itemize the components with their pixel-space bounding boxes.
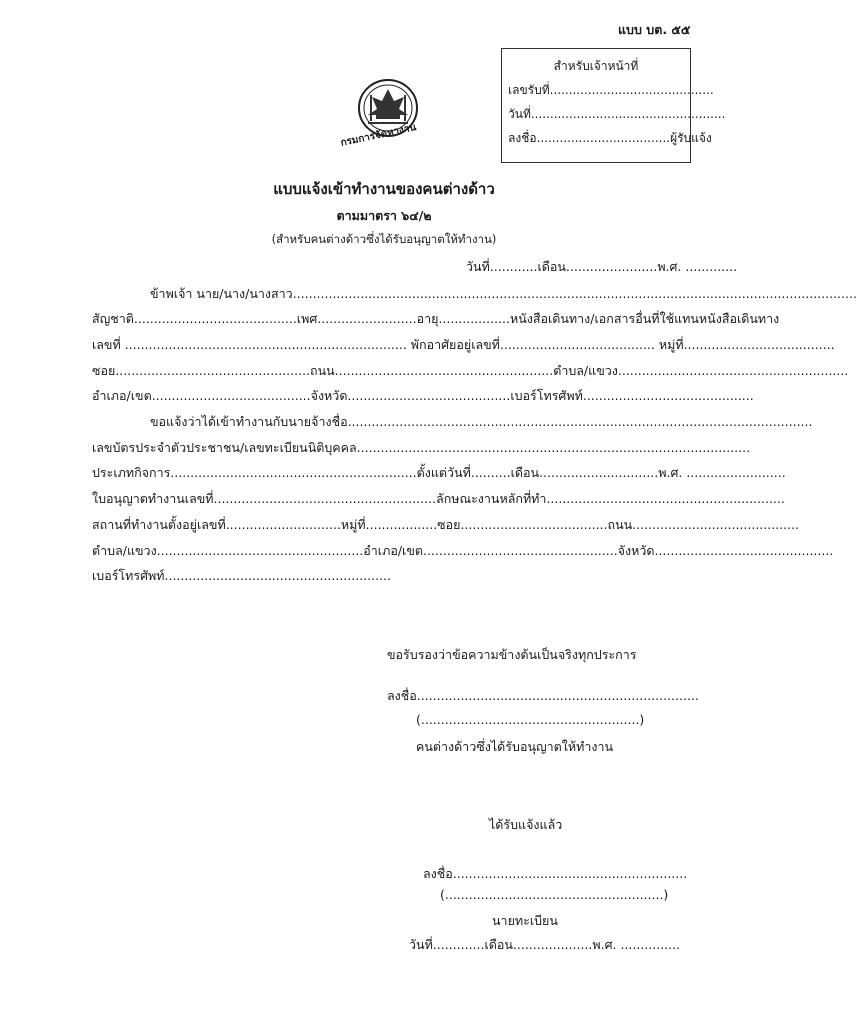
phone-field[interactable]: เบอร์โทรศัพท์......................................................... bbox=[92, 568, 391, 583]
registrar-role: นายทะเบียน bbox=[492, 913, 558, 928]
form-subtitle: (สำหรับคนต่างด้าวซึ่งได้รับอนุญาตให้ทำงาน) bbox=[271, 232, 497, 246]
work-permit-field[interactable]: ใบอนุญาตทำงานเลขที่........................................................ลักษณะงานหลักที่ทำ............................................................ bbox=[92, 491, 785, 506]
district-province-field[interactable]: อำเภอ/เขต........................................จังหวัด.........................................เบอร์โทรศัพท์........................................... bbox=[92, 388, 754, 403]
officer-date-field[interactable]: วันที่................................................... bbox=[508, 107, 726, 121]
nationality-field[interactable]: สัญชาติ.........................................เพศ.........................อายุ..................หนังสือเดินทาง/เอกสารอื่นที่ใช้แทนหนังสือเดินทาง bbox=[92, 311, 780, 326]
registrar-date-field[interactable]: วันที่.............เดือน....................พ.ศ. ............... bbox=[409, 937, 681, 952]
workplace-district-field[interactable]: ตำบล/แขวง....................................................อำเภอ/เขต.................................................จังหวัด............................................. bbox=[92, 543, 834, 558]
form-title: แบบแจ้งเข้าทำงานของคนต่างด้าว bbox=[273, 180, 495, 198]
registrar-name-field[interactable]: (.......................................................) bbox=[440, 887, 669, 902]
form-code: แบบ บต. ๕๕ bbox=[618, 22, 691, 37]
form-section: ตามมาตรา ๖๔/๒ bbox=[336, 208, 432, 223]
business-type-field[interactable]: ประเภทกิจการ..............................................................ตั้งแต่วันที่..........เดือน..............................พ.ศ. ......................... bbox=[92, 465, 786, 480]
officer-sign-field[interactable]: ลงชื่อ...................................ผู้รับแจ้ง bbox=[508, 131, 712, 145]
receipt-number-field[interactable]: เลขรับที่........................................... bbox=[508, 83, 714, 97]
soi-road-field[interactable]: ซอย.................................................ถนน.......................................................ตำบล/แขวง.......................................................... bbox=[92, 363, 849, 378]
name-field[interactable]: ข้าพเจ้า นาย/นาง/นางสาว.............................................................................................................................................. bbox=[150, 286, 857, 301]
seal-caption: กรมการจัดหางาน bbox=[339, 122, 418, 149]
employer-name-field[interactable]: ขอแจ้งว่าได้เข้าทำงานกับนายจ้างชื่อ..................................................................................................................... bbox=[150, 414, 813, 429]
employer-id-field[interactable]: เลขบัตรประจำตัวประชาชน/เลขทะเบียนนิติบุคคล................................................................................................... bbox=[92, 440, 751, 455]
registrar-sign-field[interactable]: ลงชื่อ........................................................... bbox=[423, 866, 688, 881]
alien-name-field[interactable]: (.......................................................) bbox=[416, 712, 645, 727]
certification-statement: ขอรับรองว่าข้อความข้างต้นเป็นจริงทุกประการ bbox=[387, 647, 637, 662]
passport-address-field[interactable]: เลขที่ ....................................................................... พักอาศัยอยู่เลขที่....................................... หมู่ที่...................................... bbox=[92, 337, 835, 352]
officer-box-title: สำหรับเจ้าหน้าที่ bbox=[553, 59, 639, 73]
form-date-field[interactable]: วันที่............เดือน.......................พ.ศ. ............. bbox=[466, 259, 738, 274]
received-label: ได้รับแจ้งแล้ว bbox=[489, 817, 563, 832]
alien-sign-field[interactable]: ลงชื่อ....................................................................... bbox=[387, 688, 699, 703]
workplace-address-field[interactable]: สถานที่ทำงานตั้งอยู่เลขที่.............................หมู่ที่..................ซอย.....................................ถนน.......................................... bbox=[92, 517, 800, 532]
officer-box bbox=[501, 48, 726, 163]
alien-role: คนต่างด้าวซึ่งได้รับอนุญาตให้ทำงาน bbox=[416, 739, 614, 754]
